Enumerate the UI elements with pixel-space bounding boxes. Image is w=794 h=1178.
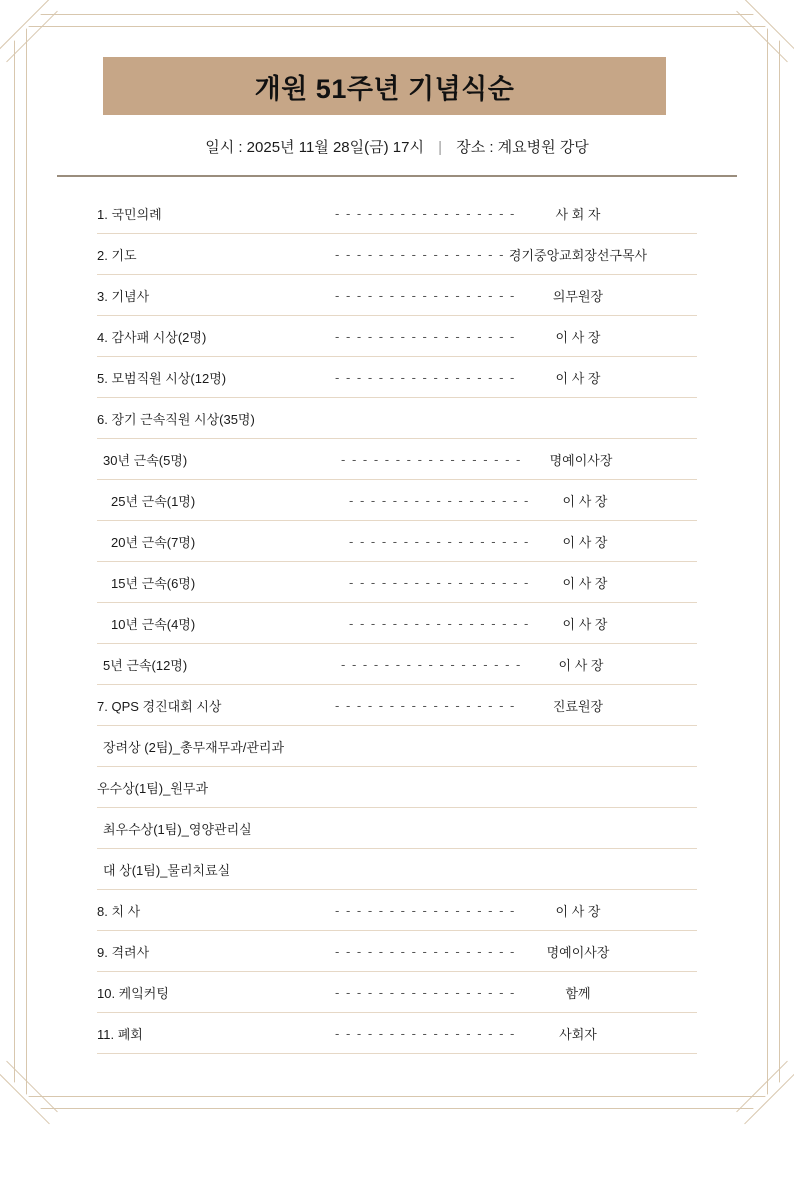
program-row bbox=[97, 398, 697, 439]
event-place: 장소 : 계요병원 강당 bbox=[456, 139, 589, 156]
program-row bbox=[97, 685, 697, 726]
program-item-dots: - - - - - - - - - - - - - - - - - bbox=[341, 451, 522, 467]
program-row bbox=[97, 603, 697, 644]
program-item-label: 25년 근속(1명) bbox=[111, 493, 196, 509]
program-item-person: 함께 bbox=[565, 985, 591, 1001]
program-item-label: 5년 근속(12명) bbox=[103, 657, 188, 673]
program-item-person: 이 사 장 bbox=[555, 329, 601, 345]
program-item-dots: - - - - - - - - - - - - - - - - - bbox=[335, 943, 516, 959]
program-row bbox=[97, 931, 697, 972]
program-item-dots: - - - - - - - - - - - - - - - - - bbox=[349, 615, 530, 631]
program-item-dots: - - - - - - - - - - - - - - - - - bbox=[341, 656, 522, 672]
program-item-label: 10년 근속(4명) bbox=[111, 616, 196, 632]
program-item-dots: - - - - - - - - - - - - - - - - - bbox=[335, 246, 516, 262]
title-banner bbox=[103, 57, 666, 115]
program-row bbox=[97, 480, 697, 521]
program-item-dots: - - - - - - - - - - - - - - - - - bbox=[335, 205, 516, 221]
program-item-dots: - - - - - - - - - - - - - - - - - bbox=[335, 369, 516, 385]
program-item-person: 경기중앙교회장선구목사 bbox=[508, 247, 648, 263]
corner-ornament-top-left bbox=[0, 0, 46, 46]
program-item-label: 4. 감사패 시상(2명) bbox=[97, 329, 207, 345]
program-row bbox=[97, 972, 697, 1013]
event-info bbox=[0, 136, 794, 157]
program-row bbox=[97, 521, 697, 562]
program-item-label: 15년 근속(6명) bbox=[111, 575, 196, 591]
program-item-dots: - - - - - - - - - - - - - - - - - bbox=[335, 287, 516, 303]
program-item-label: 장려상 (2팀)_총무재무과/관리과 bbox=[103, 739, 285, 755]
program-item-label: 11. 폐회 bbox=[97, 1026, 143, 1042]
program-item-person: 의무원장 bbox=[552, 288, 604, 304]
program-item-dots: - - - - - - - - - - - - - - - - - bbox=[335, 984, 516, 1000]
program-item-label: 20년 근속(7명) bbox=[111, 534, 196, 550]
program-item-dots: - - - - - - - - - - - - - - - - - bbox=[349, 533, 530, 549]
program-item-label: 8. 치 사 bbox=[97, 903, 141, 919]
corner-ornament-bottom-left bbox=[0, 1077, 46, 1123]
program-item-label: 최우수상(1팀)_영양관리실 bbox=[103, 821, 252, 837]
page-title: 개원 51주년 기념식순 bbox=[254, 73, 515, 104]
program-row bbox=[97, 808, 697, 849]
corner-ornament-top-right bbox=[748, 0, 794, 46]
program-item-label: 10. 케잌커팅 bbox=[97, 985, 169, 1001]
event-datetime: 일시 : 2025년 11월 28일(금) 17시 bbox=[205, 139, 424, 156]
program-row bbox=[97, 849, 697, 890]
program-row bbox=[97, 275, 697, 316]
program-row bbox=[97, 767, 697, 808]
program-item-label: 2. 기도 bbox=[97, 247, 137, 263]
program-item-person: 이 사 장 bbox=[562, 534, 608, 550]
program-item-person: 이 사 장 bbox=[562, 493, 608, 509]
program-item-person: 사 회 자 bbox=[555, 206, 601, 222]
program-row bbox=[97, 890, 697, 931]
program-item-label: 대 상(1팀)_물리치료실 bbox=[103, 862, 231, 878]
program-item-person: 사회자 bbox=[559, 1026, 597, 1042]
program-item-person: 이 사 장 bbox=[555, 370, 601, 386]
program-row bbox=[97, 357, 697, 398]
program-item-person: 이 사 장 bbox=[555, 903, 601, 919]
program-row bbox=[97, 726, 697, 767]
program-row bbox=[97, 439, 697, 480]
program-item-label: 5. 모범직원 시상(12명) bbox=[97, 370, 227, 386]
program-item-label: 30년 근속(5명) bbox=[103, 452, 188, 468]
program-item-dots: - - - - - - - - - - - - - - - - - bbox=[335, 902, 516, 918]
program-item-person: 이 사 장 bbox=[562, 575, 608, 591]
program-row bbox=[97, 316, 697, 357]
program-row bbox=[97, 1013, 697, 1054]
program-item-label: 9. 격려사 bbox=[97, 944, 150, 960]
program-item-label: 1. 국민의례 bbox=[97, 206, 162, 222]
program-item-person: 진료원장 bbox=[552, 698, 604, 714]
program-item-label: 7. QPS 경진대회 시상 bbox=[97, 698, 222, 714]
program-item-dots: - - - - - - - - - - - - - - - - - bbox=[335, 328, 516, 344]
program-row bbox=[97, 193, 697, 234]
info-separator: | bbox=[438, 139, 443, 156]
program-item-person: 명예이사장 bbox=[549, 452, 613, 468]
program-item-person: 명예이사장 bbox=[546, 944, 610, 960]
program-row bbox=[97, 562, 697, 603]
program-list bbox=[97, 193, 697, 1054]
program-item-person: 이 사 장 bbox=[558, 657, 604, 673]
program-item-label: 6. 장기 근속직원 시상(35명) bbox=[97, 411, 255, 427]
program-item-label: 3. 기념사 bbox=[97, 288, 150, 304]
header-divider bbox=[57, 175, 737, 177]
program-item-dots: - - - - - - - - - - - - - - - - - bbox=[335, 697, 516, 713]
corner-ornament-bottom-right bbox=[748, 1077, 794, 1123]
program-row bbox=[97, 234, 697, 275]
program-item-dots: - - - - - - - - - - - - - - - - - bbox=[349, 574, 530, 590]
program-item-label: 우수상(1팀)_원무과 bbox=[97, 780, 209, 796]
program-item-dots: - - - - - - - - - - - - - - - - - bbox=[335, 1025, 516, 1041]
program-item-dots: - - - - - - - - - - - - - - - - - bbox=[349, 492, 530, 508]
program-row bbox=[97, 644, 697, 685]
program-item-person: 이 사 장 bbox=[562, 616, 608, 632]
